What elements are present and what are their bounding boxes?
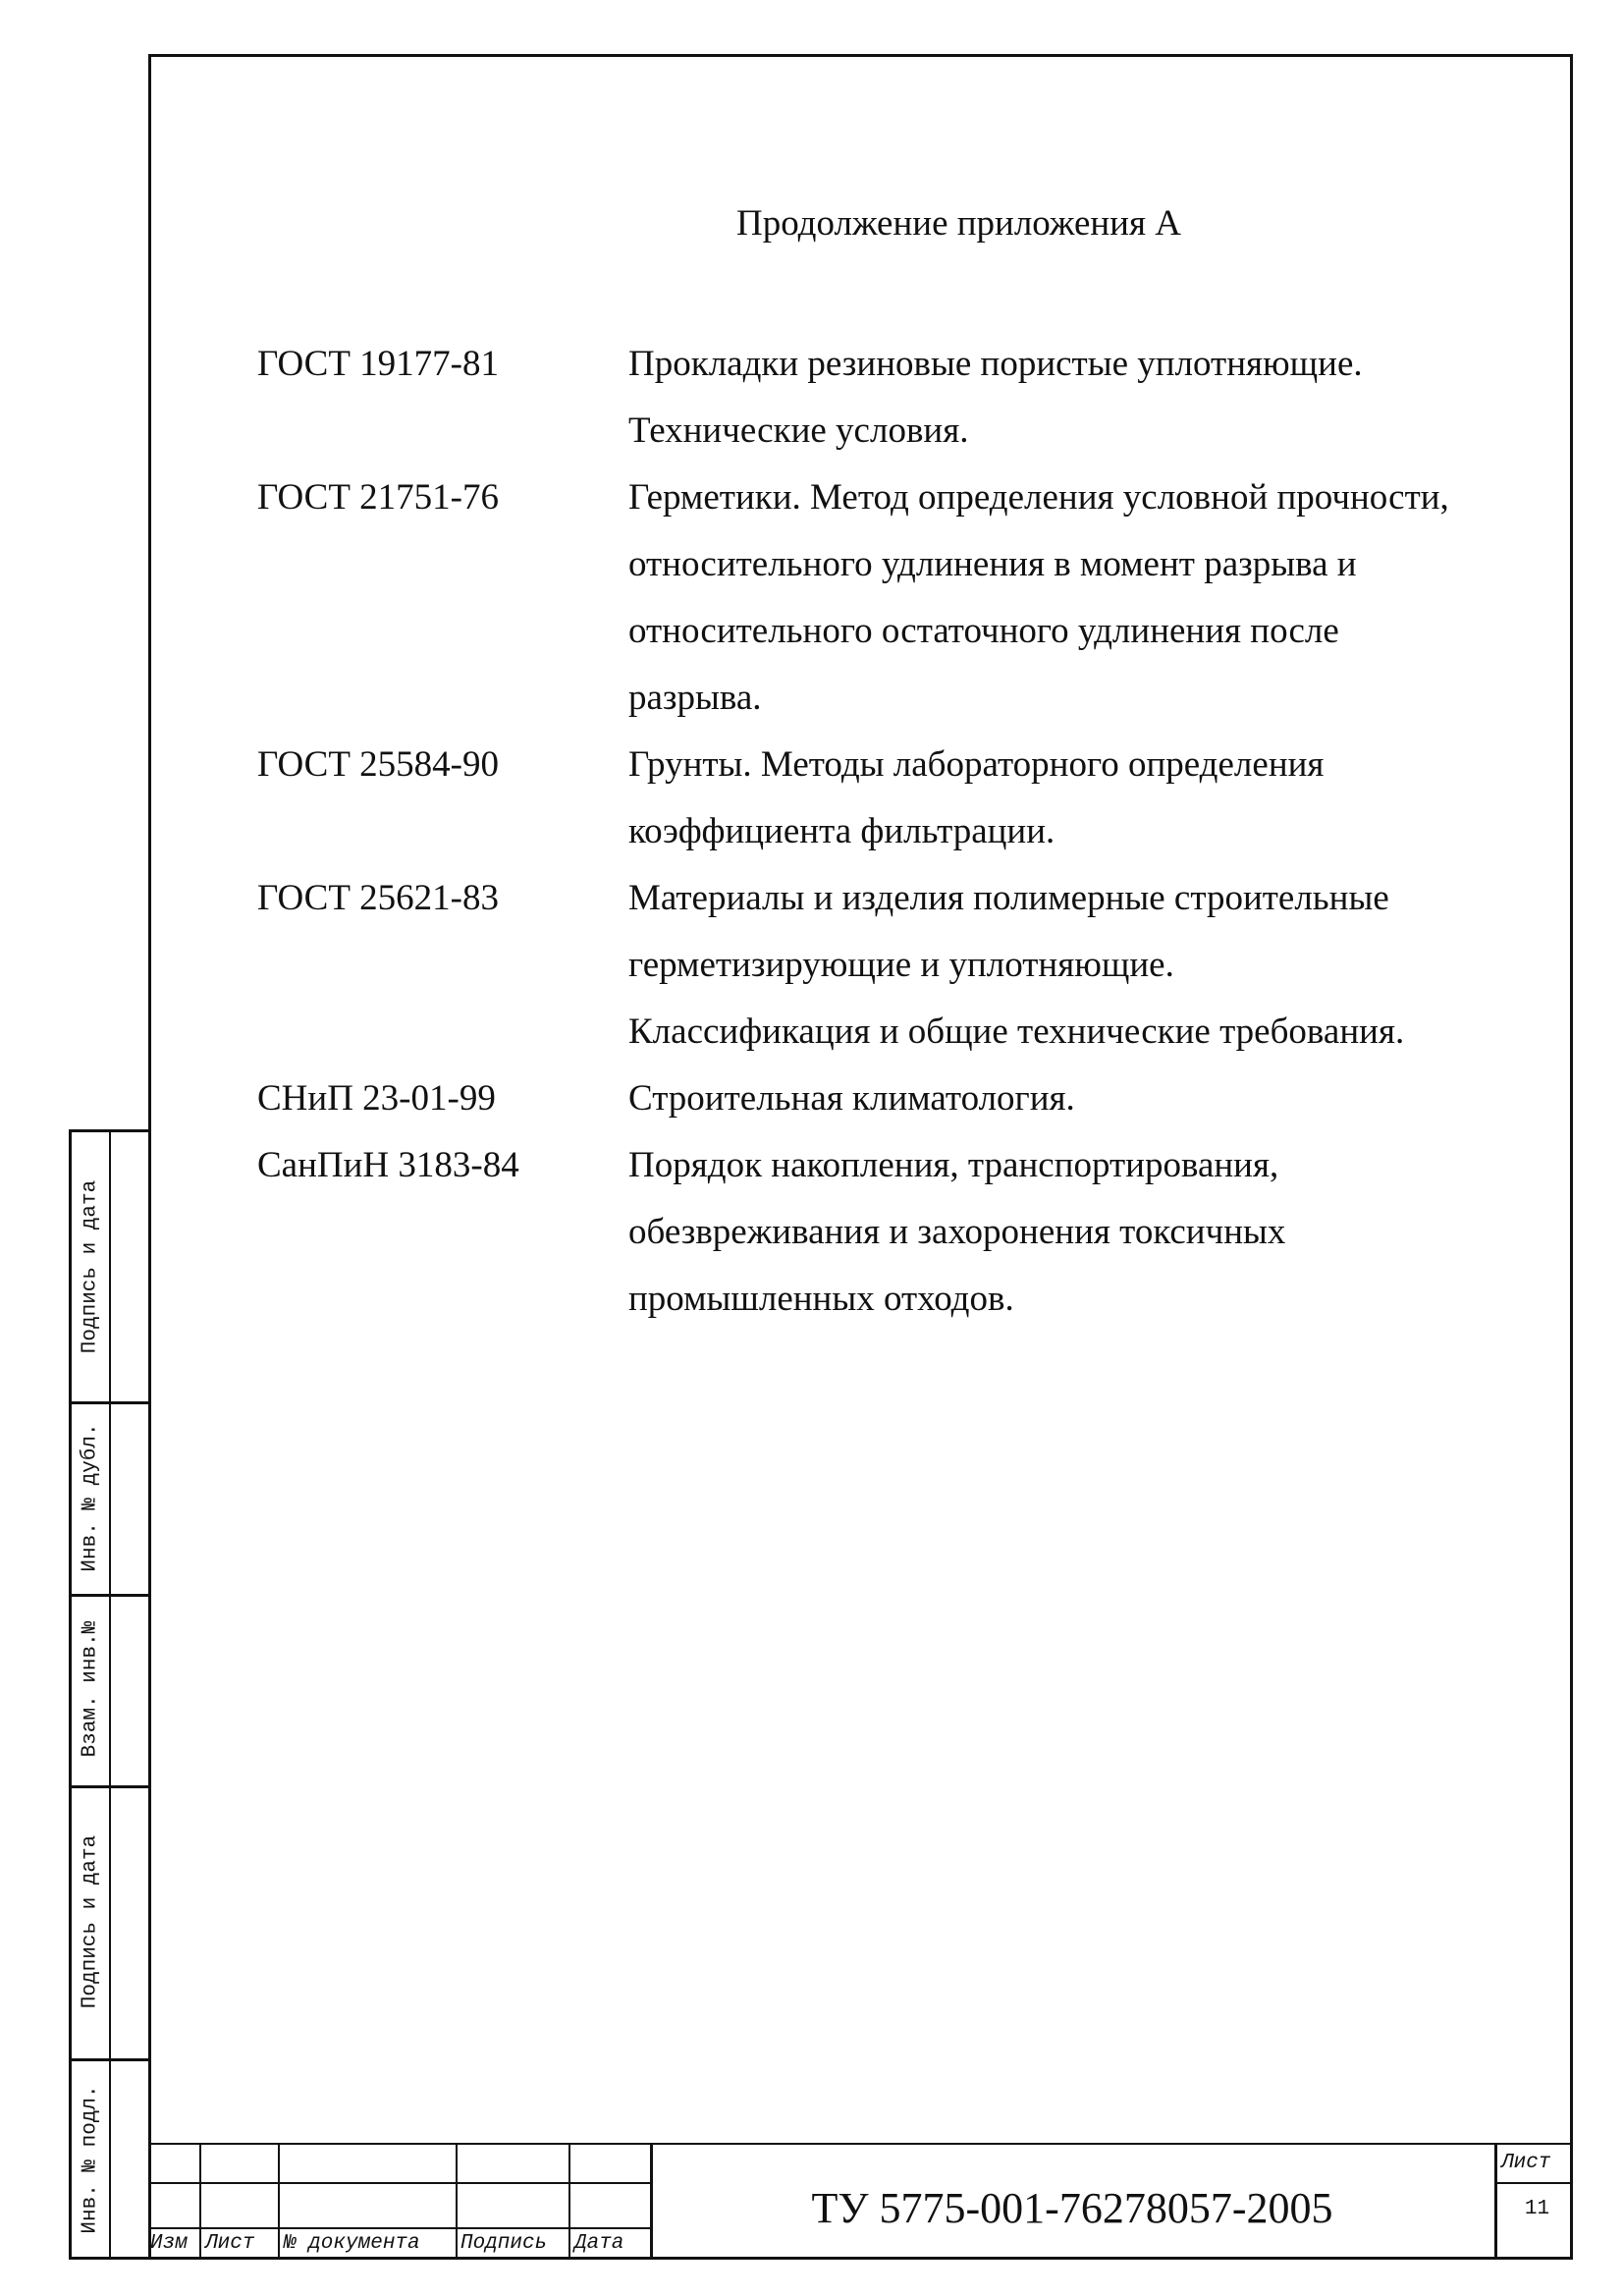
reference-item — [257, 465, 1534, 732]
reference-description — [628, 465, 1534, 732]
title-block-sheet-line — [1494, 2182, 1573, 2184]
sheet-label: Лист — [1501, 2152, 1551, 2174]
title-block-data: Дата — [574, 2232, 624, 2255]
side-stamp-separator — [72, 1594, 151, 1597]
reference-description — [628, 865, 1534, 1066]
reference-description-line: разрыва. — [628, 678, 762, 718]
title-block-row-line — [148, 2227, 650, 2229]
reference-code: СанПиН 3183-84 — [257, 1145, 519, 1185]
title-block-column-line — [1494, 2143, 1497, 2260]
side-stamp-podpis-data-1: Подпись и дата — [79, 1179, 102, 1354]
title-block-row-line — [148, 2182, 650, 2184]
reference-description-line: промышленных отходов. — [628, 1279, 1014, 1319]
reference-description — [628, 1066, 1534, 1132]
reference-description-line: герметизирующие и уплотняющие. — [628, 945, 1174, 985]
reference-item — [257, 732, 1534, 865]
side-stamp-inv-dubl: Инв. № дубл. — [79, 1423, 102, 1572]
reference-item — [257, 1132, 1534, 1333]
title-block-column-line — [456, 2143, 458, 2260]
reference-description-line: Герметики. Метод определения условной прочности, — [628, 477, 1449, 518]
reference-description-line: относительного остаточного удлинения после — [628, 611, 1339, 651]
reference-description — [628, 1132, 1534, 1333]
side-stamp-vzam-inv: Взам. инв.№ — [79, 1620, 102, 1758]
reference-description-line: обезвреживания и захоронения токсичных — [628, 1212, 1286, 1252]
reference-description-line: Прокладки резиновые пористые уплотняющие. — [628, 344, 1363, 384]
side-stamp-divider — [109, 1132, 111, 2257]
side-stamp-separator — [72, 2058, 151, 2061]
title-block-izm: Изм — [150, 2232, 188, 2255]
side-stamp-separator — [72, 1401, 151, 1404]
appendix-heading: Продолжение приложения А — [736, 203, 1181, 244]
title-block-podpis: Подпись — [460, 2232, 548, 2255]
reference-description-line: Порядок накопления, транспортирования, — [628, 1145, 1279, 1185]
title-block — [148, 2143, 1573, 2260]
reference-item — [257, 1066, 1534, 1132]
document-code: ТУ 5775-001-76278057-2005 — [811, 2184, 1333, 2232]
title-block-column-line — [278, 2143, 280, 2260]
reference-code: ГОСТ 25584-90 — [257, 744, 499, 785]
reference-code: ГОСТ 25621-83 — [257, 878, 499, 918]
reference-description-line: относительного удлинения в момент разрыва и — [628, 544, 1357, 584]
title-block-column-line — [199, 2143, 201, 2260]
reference-description-line: Технические условия. — [628, 410, 969, 451]
title-block-column-line — [568, 2143, 570, 2260]
sheet-number: 11 — [1524, 2198, 1550, 2220]
reference-description-line: Строительная климатология. — [628, 1078, 1075, 1119]
reference-description-line: Классификация и общие технические требования. — [628, 1011, 1405, 1052]
reference-list — [257, 331, 1534, 1333]
reference-item — [257, 331, 1534, 465]
side-stamp-inv-podl: Инв. № подл. — [79, 2085, 102, 2234]
title-block-doc-number-label: № документа — [284, 2232, 420, 2255]
side-stamp-podpis-data-2: Подпись и дата — [79, 1834, 102, 2009]
reference-code: СНиП 23-01-99 — [257, 1078, 496, 1119]
reference-item — [257, 865, 1534, 1066]
reference-code: ГОСТ 19177-81 — [257, 344, 499, 384]
side-stamp-separator — [72, 1785, 151, 1788]
reference-description — [628, 732, 1534, 865]
title-block-top-line — [148, 2143, 1573, 2145]
reference-description-line: Материалы и изделия полимерные строительные — [628, 878, 1389, 918]
reference-description-line: коэффициента фильтрации. — [628, 811, 1055, 851]
reference-description-line: Грунты. Методы лабораторного определения — [628, 744, 1325, 785]
title-block-list: Лист — [205, 2232, 255, 2255]
reference-code: ГОСТ 21751-76 — [257, 477, 499, 518]
reference-description — [628, 331, 1534, 465]
side-stamp — [69, 1129, 148, 2260]
